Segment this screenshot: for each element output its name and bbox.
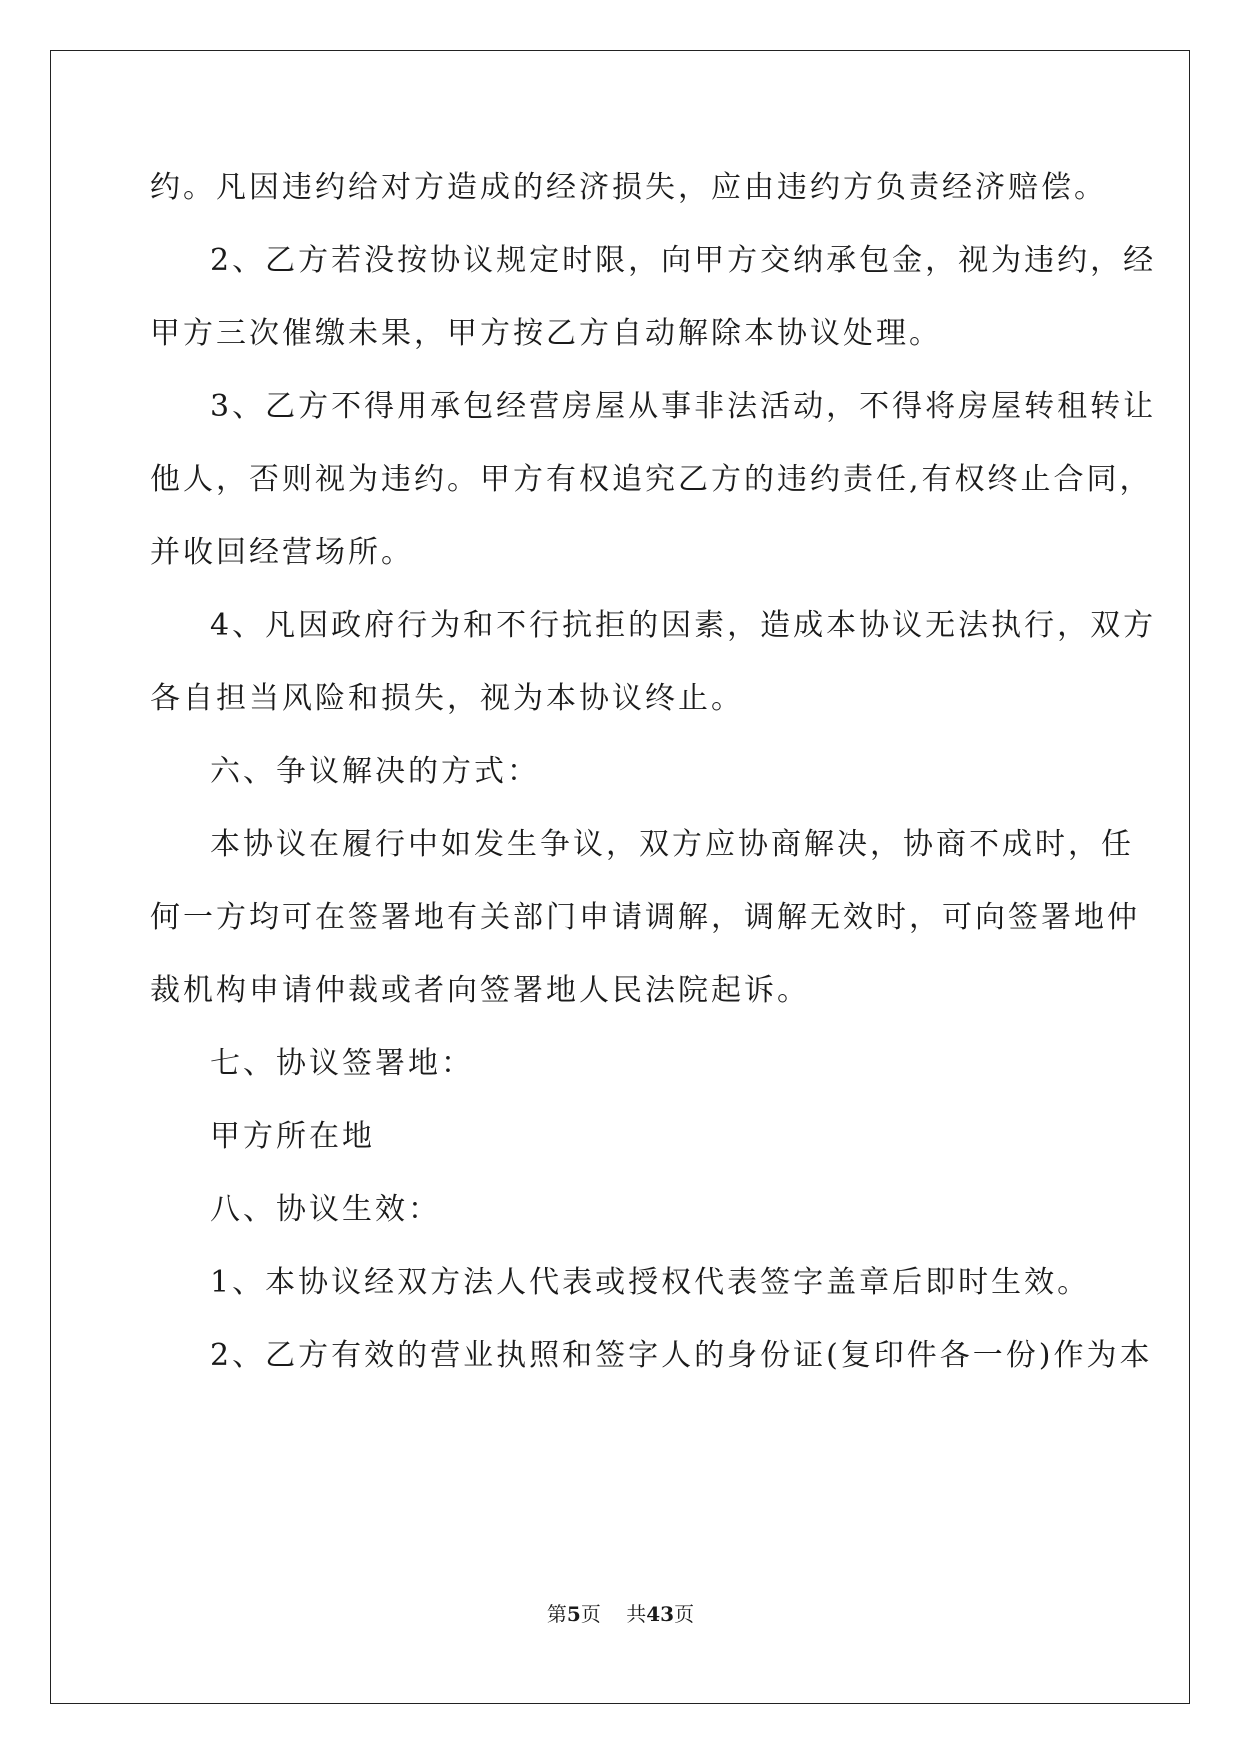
text-line: 何一方均可在签署地有关部门申请调解，调解无效时，可向签署地仲 bbox=[150, 900, 1140, 935]
page-footer bbox=[0, 1602, 1241, 1626]
footer-page-suffix: 页 bbox=[580, 1602, 601, 1626]
section-heading: 七、协议签署地： bbox=[210, 1046, 474, 1081]
text-line: 4、凡因政府行为和不行抗拒的因素，造成本协议无法执行，双方 bbox=[210, 608, 1157, 643]
text-line: 各自担当风险和损失，视为本协议终止。 bbox=[150, 681, 744, 716]
text-line: 甲方所在地 bbox=[210, 1119, 375, 1154]
page-border bbox=[50, 50, 1190, 1704]
text-line: 甲方三次催缴未果，甲方按乙方自动解除本协议处理。 bbox=[150, 316, 942, 351]
text-line: 他人，否则视为违约。甲方有权追究乙方的违约责任,有权终止合同， bbox=[150, 462, 1153, 497]
section-heading: 六、争议解决的方式： bbox=[210, 754, 540, 789]
text-line: 3、乙方不得用承包经营房屋从事非法活动，不得将房屋转租转让 bbox=[210, 389, 1157, 424]
footer-total-pages: 43 bbox=[646, 1602, 675, 1626]
text-line: 裁机构申请仲裁或者向签署地人民法院起诉。 bbox=[150, 973, 810, 1008]
text-line: 1、本协议经双方法人代表或授权代表签字盖章后即时生效。 bbox=[210, 1265, 1091, 1300]
text-line: 2、乙方有效的营业执照和签字人的身份证(复印件各一份)作为本 bbox=[210, 1338, 1153, 1373]
text-line: 并收回经营场所。 bbox=[150, 535, 414, 570]
footer-total-prefix: 共 bbox=[626, 1602, 647, 1626]
text-line: 2、乙方若没按协议规定时限，向甲方交纳承包金，视为违约，经 bbox=[210, 243, 1157, 278]
footer-total-suffix: 页 bbox=[674, 1602, 695, 1626]
footer-page-number: 5 bbox=[566, 1602, 581, 1626]
section-heading: 八、协议生效： bbox=[210, 1192, 441, 1227]
footer-page-prefix: 第 bbox=[546, 1602, 567, 1626]
text-line: 本协议在履行中如发生争议，双方应协商解决，协商不成时，任 bbox=[210, 827, 1134, 862]
text-line: 约。凡因违约给对方造成的经济损失，应由违约方负责经济赔偿。 bbox=[150, 170, 1107, 205]
